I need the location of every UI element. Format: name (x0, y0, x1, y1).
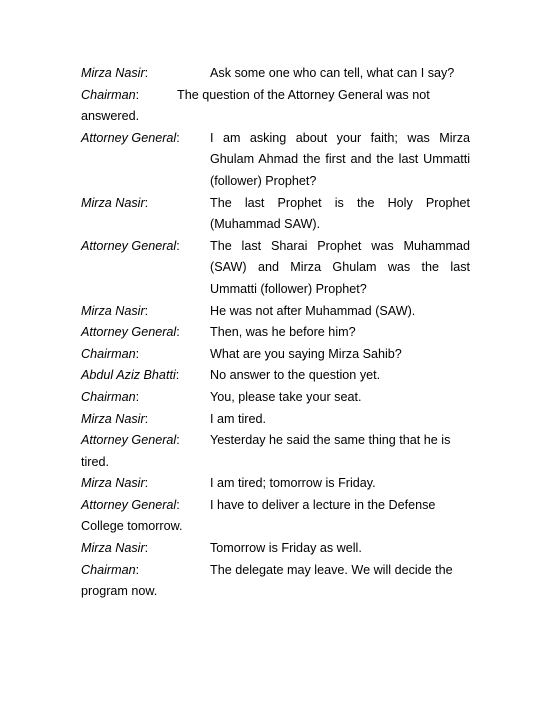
transcript-entry: Attorney General: Then, was he before him? (81, 322, 470, 344)
transcript-entry: Attorney General: The last Sharai Prophet was Muhammad (SAW) and Mirza Ghulam was the last Ummatti (follower) Prophet? (81, 236, 470, 301)
speaker-name: Mirza Nasir (81, 66, 145, 80)
transcript-entry: Mirza Nasir: He was not after Muhammad (SAW). (81, 301, 470, 323)
speech-text: I have to deliver a lecture in the Defense College tomorrow. (81, 497, 436, 534)
speaker-name: Attorney General (81, 497, 177, 512)
speaker-name: Mirza Nasir (81, 476, 145, 491)
speech-text: The delegate may leave. We will decide the program now. (81, 562, 453, 599)
transcript-entry: Mirza Nasir: I am tired. (81, 409, 470, 431)
speaker-name: Mirza Nasir (81, 411, 145, 426)
speech-text: No answer to the question yet. (210, 368, 381, 383)
speaker-name: Abdul Aziz Bhatti (81, 368, 176, 383)
transcript-entry: Chairman: What are you saying Mirza Sahib? (81, 344, 470, 366)
transcript-entry: Attorney General: I am asking about your faith; was Mirza Ghulam Ahmad the first and the last Ummatti (follower) Prophet? (81, 128, 470, 193)
transcript-entry: Attorney General: Yesterday he said the same thing that he is tired. (81, 433, 451, 469)
speech-text: I am asking about your faith; was Mirza Ghulam Ahmad the first and the last Ummatti (follower) Prophet? (210, 130, 470, 188)
speech-text: Then, was he before him? (210, 325, 356, 340)
speech-text: Tomorrow is Friday as well. (210, 541, 362, 556)
speech-text: Ask some one who can tell, what can I say? (210, 66, 455, 80)
transcript-entry: Abdul Aziz Bhatti: No answer to the question yet. (81, 365, 470, 387)
speech-text: I am tired. (210, 411, 266, 426)
speech-text: The last Sharai Prophet was Muhammad (SAW) and Mirza Ghulam was the last Ummatti (follower) Prophet? (210, 238, 470, 296)
speaker-name: Mirza Nasir (81, 541, 145, 556)
speech-text: You, please take your seat. (210, 389, 362, 404)
speaker-name: Attorney General (81, 238, 177, 253)
speaker-name: Attorney General (81, 130, 177, 145)
speaker-name: Chairman (81, 389, 136, 404)
transcript-entry: Chairman: The delegate may leave. We will decide the program now. (81, 562, 453, 599)
speaker-name: Attorney General (81, 325, 177, 340)
speech-text: Yesterday he said the same thing that he is tired. (81, 433, 451, 469)
transcript-entry: Chairman: The question of the Attorney General was not answered. (81, 87, 430, 124)
speech-text: I am tired; tomorrow is Friday. (210, 476, 376, 491)
speaker-name: Chairman (81, 562, 136, 577)
transcript-entry: Attorney General: I have to deliver a lecture in the Defense College tomorrow. (81, 497, 436, 534)
speaker-name: Attorney General (81, 433, 177, 448)
speech-text: He was not after Muhammad (SAW). (210, 303, 416, 318)
speech-text: What are you saying Mirza Sahib? (210, 346, 402, 361)
transcript-entry: Mirza Nasir: The last Prophet is the Holy Prophet (Muhammad SAW). (81, 193, 470, 236)
transcript-entry: Mirza Nasir: I am tired; tomorrow is Friday. (81, 473, 470, 495)
speech-text: The question of the Attorney General was not answered. (81, 87, 430, 124)
speaker-name: Chairman (81, 346, 136, 361)
transcript-entry: Mirza Nasir: Tomorrow is Friday as well. (81, 538, 470, 560)
speaker-name: Mirza Nasir (81, 195, 145, 210)
transcript-page (81, 63, 470, 603)
speaker-name: Mirza Nasir (81, 303, 145, 318)
transcript-entry: Chairman: You, please take your seat. (81, 387, 470, 409)
speaker-name: Chairman (81, 87, 136, 102)
speech-text: The last Prophet is the Holy Prophet (Muhammad SAW). (210, 195, 470, 232)
transcript-entry: Mirza Nasir: Ask some one who can tell, what can I say? (81, 63, 470, 85)
